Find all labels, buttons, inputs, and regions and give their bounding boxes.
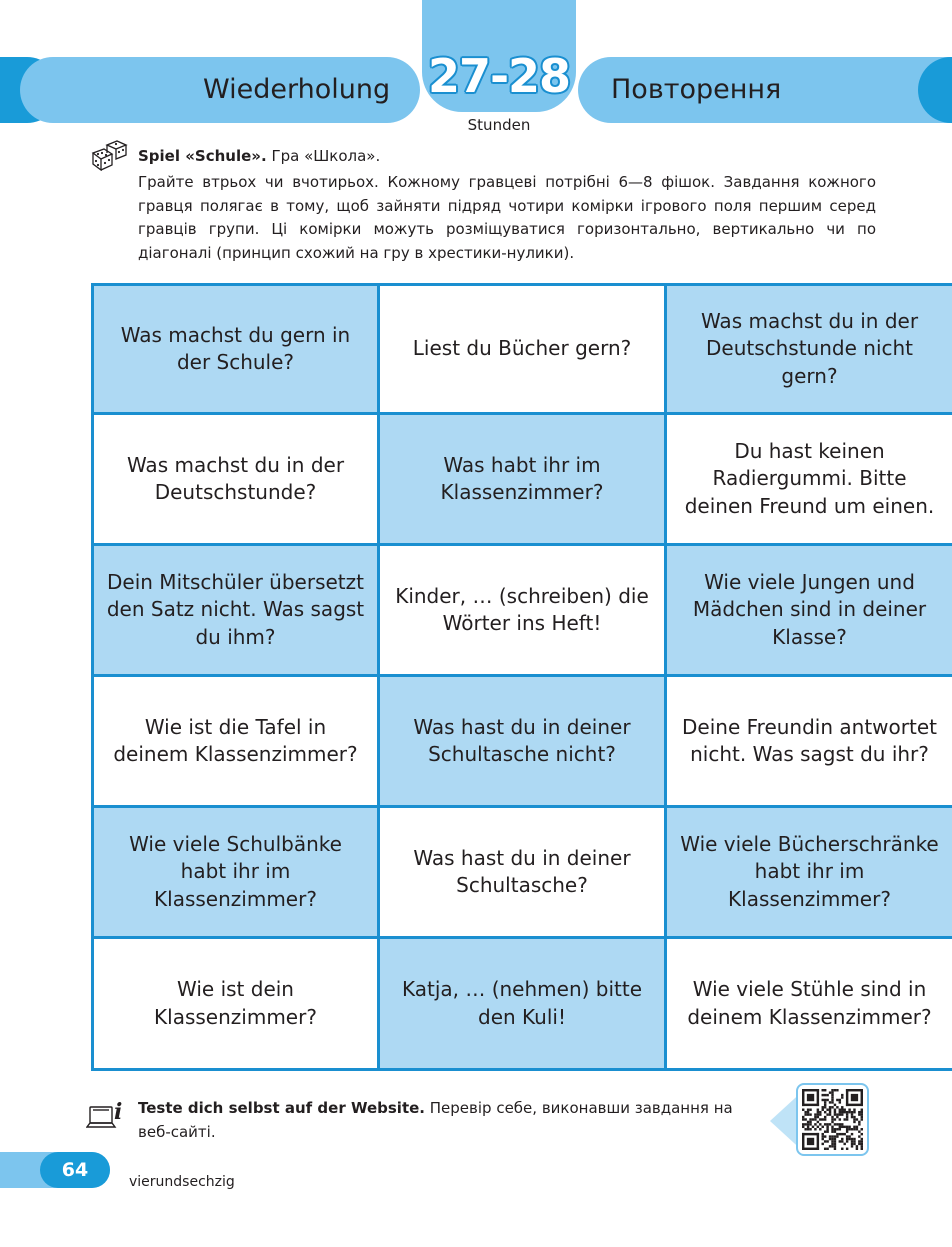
page-title-german: Wiederholung: [203, 74, 391, 105]
page-number: 64: [61, 1159, 89, 1181]
website-check-rest: Перевір себе, виконавши завдання на веб-сайті.: [138, 1099, 733, 1141]
board-cell: Kinder, … (schreiben) die Wörter ins Heft!: [380, 546, 664, 674]
dice-icon: [90, 139, 128, 171]
board-divider: [91, 936, 952, 939]
website-check-text: [138, 1096, 748, 1144]
task-title-rest: Гра «Школа».: [266, 147, 381, 165]
board-divider: [664, 283, 667, 1071]
page-number-word: vierundsechzig: [129, 1174, 235, 1190]
board-cell: Wie viele Schulbänke habt ihr im Klassenzimmer?: [94, 808, 377, 936]
board-cell: Katja, … (nehmen) bitte den Kuli!: [380, 939, 664, 1068]
board-divider: [377, 283, 380, 1071]
board-cell: Wie viele Jungen und Mädchen sind in deiner Klasse?: [667, 546, 952, 674]
website-check-bold: Teste dich selbst auf der Website.: [138, 1099, 425, 1117]
board-cell: Was machst du gern in der Schule?: [94, 286, 377, 412]
board-divider: [91, 543, 952, 546]
board-cell: Was machst du in der Deutschstunde nicht gern?: [667, 286, 952, 412]
board-cell: Was hast du in deiner Schultasche?: [380, 808, 664, 936]
task-title: [138, 145, 380, 167]
lesson-number: 27-28: [427, 49, 571, 103]
page-title-ukrainian: Повторення: [611, 74, 782, 105]
board-cell: Du hast keinen Radiergummi. Bitte deinen Freund um einen.: [667, 415, 952, 543]
board-cell: Deine Freundin antwortet nicht. Was sagst du ihr?: [667, 677, 952, 805]
task-title-bold: Spiel «Schule».: [138, 147, 267, 165]
board-cell: Wie ist dein Klassenzimmer?: [94, 939, 377, 1068]
qr-code[interactable]: [796, 1083, 869, 1156]
board-divider: [91, 805, 952, 808]
info-laptop-icon: [86, 1097, 126, 1135]
board-divider: [91, 412, 952, 415]
qr-code-image: [802, 1089, 863, 1150]
board-cell: Was habt ihr im Klassenzimmer?: [380, 415, 664, 543]
lesson-label: Stunden: [467, 116, 531, 134]
board-cell: Liest du Bücher gern?: [380, 286, 664, 412]
task-instructions: Грайте втрьох чи вчотирьох. Кожному гравцеві потрібні 6—8 фішок. Завдання кожного гравця полягає в тому, щоб зайняти підряд чотири комірки ігрового поля першим серед гравців групи. Ці комірки можуть розміщуватися горизонтально, вертикально чи по діагоналі (принцип схожий на гру в хрестики-нулики).: [138, 173, 876, 262]
board-divider: [91, 674, 952, 677]
svg-text:i: i: [114, 1099, 123, 1125]
board-cell: Wie viele Bücherschränke habt ihr im Klassenzimmer?: [667, 808, 952, 936]
board-cell: Was hast du in deiner Schultasche nicht?: [380, 677, 664, 805]
board-cell: Wie viele Stühle sind in deinem Klassenzimmer?: [667, 939, 952, 1068]
board-cell: Dein Mitschüler übersetzt den Satz nicht. Was sagst du ihm?: [94, 546, 377, 674]
board-cell: Wie ist die Tafel in deinem Klassenzimmer?: [94, 677, 377, 805]
board-cell: Was machst du in der Deutschstunde?: [94, 415, 377, 543]
